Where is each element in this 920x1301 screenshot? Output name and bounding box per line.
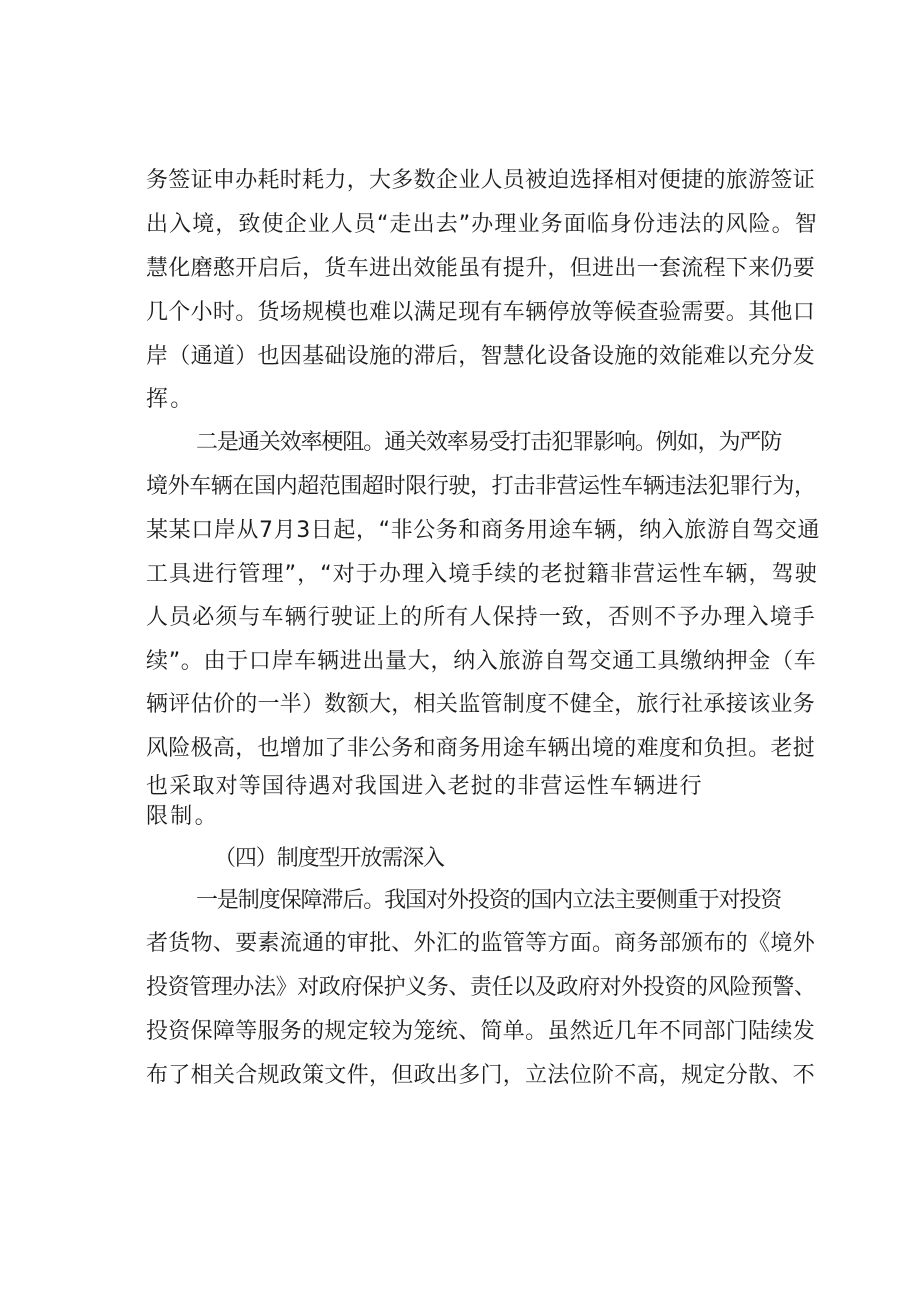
text-line: 限制。 bbox=[146, 804, 219, 829]
text-line: 布了相关合规政策文件，但政出多门，立法位阶不高，规定分散、不 bbox=[146, 1063, 816, 1088]
text-line: 几个小时。货场规模也难以满足现有车辆停放等候查验需要。其他口 bbox=[146, 300, 816, 325]
paragraph-first-line: 二是通关效率梗阻。通关效率易受打击犯罪影响。例如，为严防 bbox=[196, 430, 782, 455]
text-line: 出入境，致使企业人员“走出去”办理业务面临身份违法的风险。智 bbox=[146, 212, 818, 237]
section-heading: （四）制度型开放需深入 bbox=[214, 846, 444, 871]
text-line: 者货物、要素流通的审批、外汇的监管等方面。商务部颁布的《境外 bbox=[146, 931, 816, 956]
text-line: 续”。由于口岸车辆进出量大，纳入旅游自驾交通工具缴纳押金（车 bbox=[146, 649, 817, 674]
text-line: 慧化磨憨开启后，货车进出效能虽有提升，但进出一套流程下来仍要 bbox=[146, 256, 816, 281]
text-line: 工具进行管理”，“对于办理入境手续的老挝籍非营运性车辆，驾驶 bbox=[146, 562, 818, 587]
text-line: 某某口岸从7月3日起，“非公务和商务用途车辆，纳入旅游自驾交通 bbox=[146, 518, 820, 543]
text-line: 境外车辆在国内超范围超时限行驶，打击非营运性车辆违法犯罪行为， bbox=[146, 474, 816, 499]
text-line: 岸（通道）也因基础设施的滞后，智慧化设备设施的效能难以充分发 bbox=[146, 344, 816, 369]
text-line: 也采取对等国待遇对我国进入老挝的非营运性车辆进行 bbox=[146, 774, 703, 799]
text-line: 投资管理办法》对政府保护义务、责任以及政府对外投资的风险预警、 bbox=[146, 975, 816, 1000]
text-line: 投资保障等服务的规定较为笼统、简单。虽然近几年不同部门陆续发 bbox=[146, 1019, 816, 1044]
text-line: 挥。 bbox=[146, 387, 195, 412]
text-line: 务签证申办耗时耗力，大多数企业人员被迫选择相对便捷的旅游签证 bbox=[146, 168, 816, 193]
text-line: 辆评估价的一半）数额大，相关监管制度不健全，旅行社承接该业务 bbox=[146, 692, 816, 717]
text-line: 人员必须与车辆行驶证上的所有人保持一致，否则不予办理入境手 bbox=[146, 605, 816, 630]
text-line: 风险极高，也增加了非公务和商务用途车辆出境的难度和负担。老挝 bbox=[146, 736, 816, 761]
paragraph-first-line: 一是制度保障滞后。我国对外投资的国内立法主要侧重于对投资 bbox=[196, 888, 782, 913]
